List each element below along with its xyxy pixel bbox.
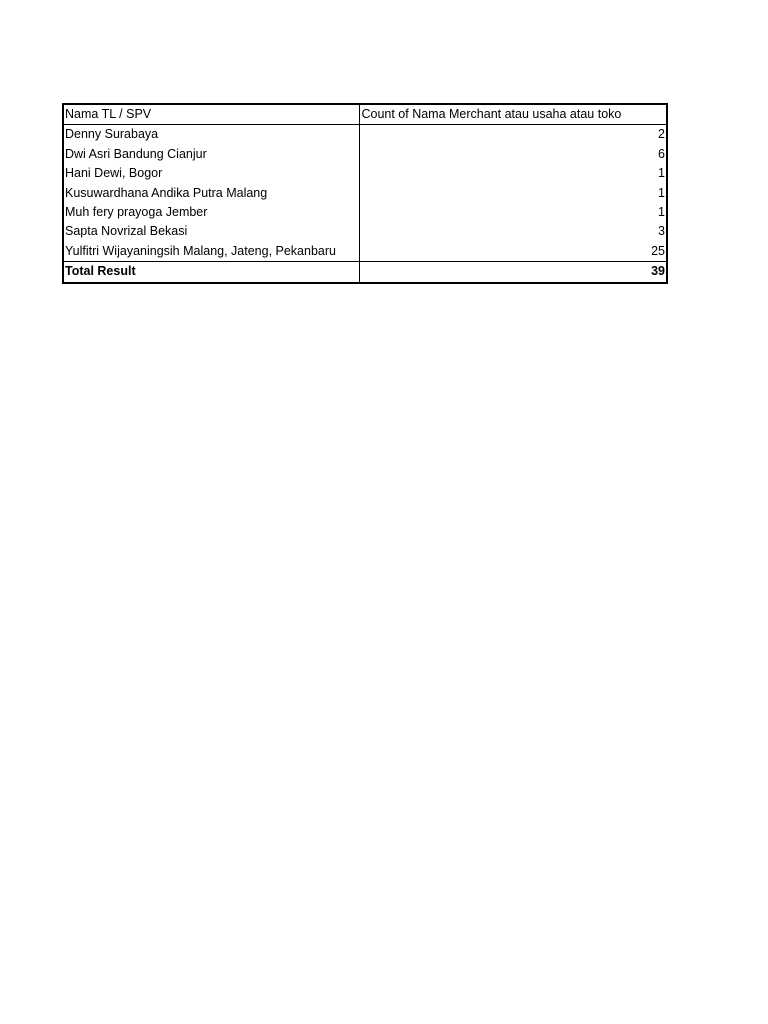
row-name-cell: Kusuwardhana Andika Putra Malang <box>63 184 360 203</box>
row-name-cell: Muh fery prayoga Jember <box>63 203 360 222</box>
header-count-merchant: Count of Nama Merchant atau usaha atau toko <box>360 104 667 125</box>
table-row <box>63 222 667 241</box>
table-row <box>63 242 667 262</box>
table-row <box>63 184 667 203</box>
row-name-cell: Denny Surabaya <box>63 125 360 145</box>
row-name-cell: Hani Dewi, Bogor <box>63 164 360 183</box>
row-count-cell: 6 <box>658 146 665 161</box>
row-count-cell: 2 <box>658 127 665 142</box>
total-count: 39 <box>360 262 667 283</box>
row-count-cell: 1 <box>658 166 665 181</box>
row-name-cell: Sapta Novrizal Bekasi <box>63 222 360 241</box>
table-row <box>63 203 667 222</box>
row-count-cell: 25 <box>651 243 665 258</box>
table-row <box>63 145 667 164</box>
row-name-cell: Dwi Asri Bandung Cianjur <box>63 145 360 164</box>
row-count-cell: 1 <box>658 185 665 200</box>
row-count-cell: 1 <box>658 205 665 220</box>
table-header-row <box>63 104 667 125</box>
row-count-cell: 3 <box>658 224 665 239</box>
header-name-tl-spv: Nama TL / SPV <box>63 104 360 125</box>
table-row <box>63 125 667 145</box>
table-row <box>63 164 667 183</box>
total-label: Total Result <box>63 262 360 283</box>
row-name-cell: Yulfitri Wijayaningsih Malang, Jateng, Pekanbaru <box>63 242 360 262</box>
pivot-table <box>62 103 668 284</box>
total-row <box>63 262 667 283</box>
